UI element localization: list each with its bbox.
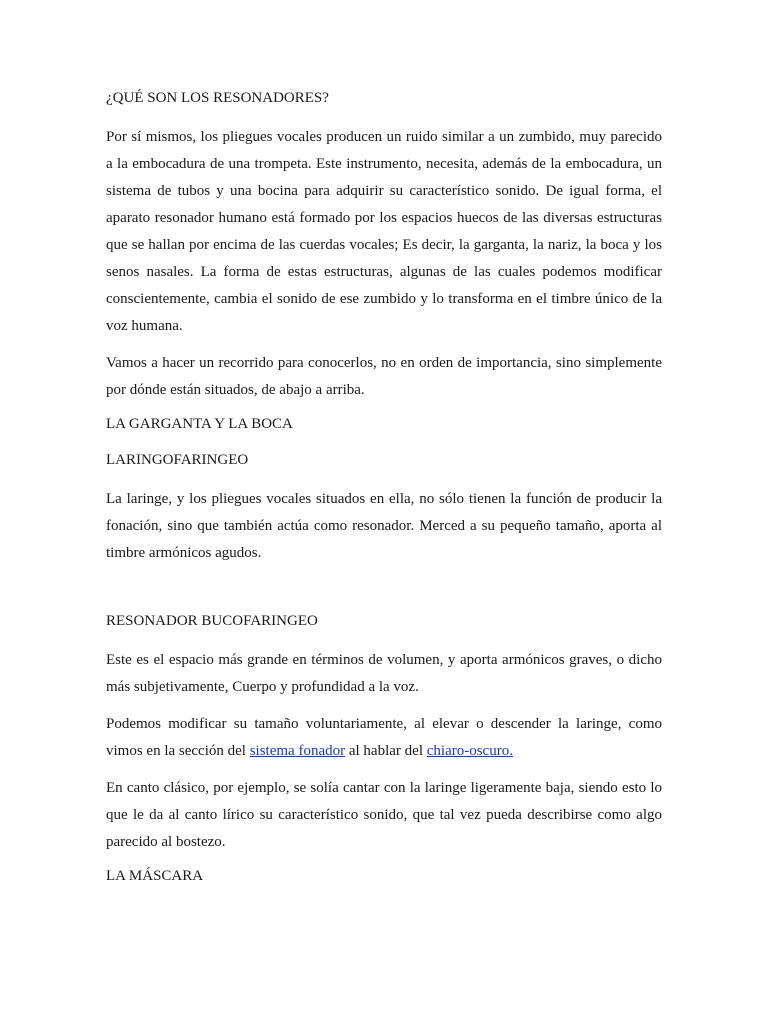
tour-paragraph: Vamos a hacer un recorrido para conocerlos, no en orden de importancia, sino simplemente por dónde están situados, de abajo a arriba.	[106, 355, 662, 398]
section-heading-throat: LA GARGANTA Y LA BOCA	[106, 416, 293, 432]
laryngo-paragraph: La laringe, y los pliegues vocales situados en ella, no sólo tienen la función de producir la fonación, sino que también actúa como resonador. Merced a su pequeño tamaño, aporta al timbre armónicos agudos.	[106, 491, 662, 561]
modify-text-part2: al hablar del	[345, 743, 427, 759]
classical-paragraph: En canto clásico, por ejemplo, se solía cantar con la laringe ligeramente baja, siendo esto lo que le da al canto lírico su característico sonido, que tal vez pueda describirse como algo parecido al bostezo.	[106, 780, 662, 850]
buco-paragraph: Este es el espacio más grande en términos de volumen, y aporta armónicos graves, o dicho más subjetivamente, Cuerpo y profundidad a la voz.	[106, 652, 662, 695]
sistema-fonador-link[interactable]: sistema fonador	[249, 743, 346, 759]
modify-paragraph	[106, 711, 662, 765]
subsection-heading-buccopharyngeal: RESONADOR BUCOFARINGEO	[106, 613, 318, 629]
blank-line	[106, 577, 662, 611]
modify-text-part1: Podemos modificar su tamaño voluntariamente, al elevar o descender la laringe, como vimos en la sección del	[106, 716, 662, 759]
subsection-heading-laryngopharyngeal: LARINGOFARINGEO	[106, 452, 249, 468]
page-title: ¿QUÉ SON LOS RESONADORES?	[106, 90, 329, 106]
intro-paragraph: Por sí mismos, los pliegues vocales producen un ruido similar a un zumbido, muy parecido a la embocadura de una trompeta. Este instrumento, necesita, además de la embocadura, un sistema de tubos y una bocina para adquirir su característico sonido. De igual forma, el aparato resonador humano está formado por los espacios huecos de las diversas estructuras que se hallan por encima de las cuerdas vocales; Es decir, la garganta, la nariz, la boca y los senos nasales. La forma de estas estructuras, algunas de las cuales podemos modificar conscientemente, cambia el sonido de ese zumbido y lo transforma en el timbre único de la voz humana.	[106, 129, 662, 334]
section-heading-mask: LA MÁSCARA	[106, 868, 204, 884]
document-page	[106, 88, 662, 902]
chiaro-oscuro-link[interactable]: chiaro-oscuro.	[426, 743, 513, 759]
